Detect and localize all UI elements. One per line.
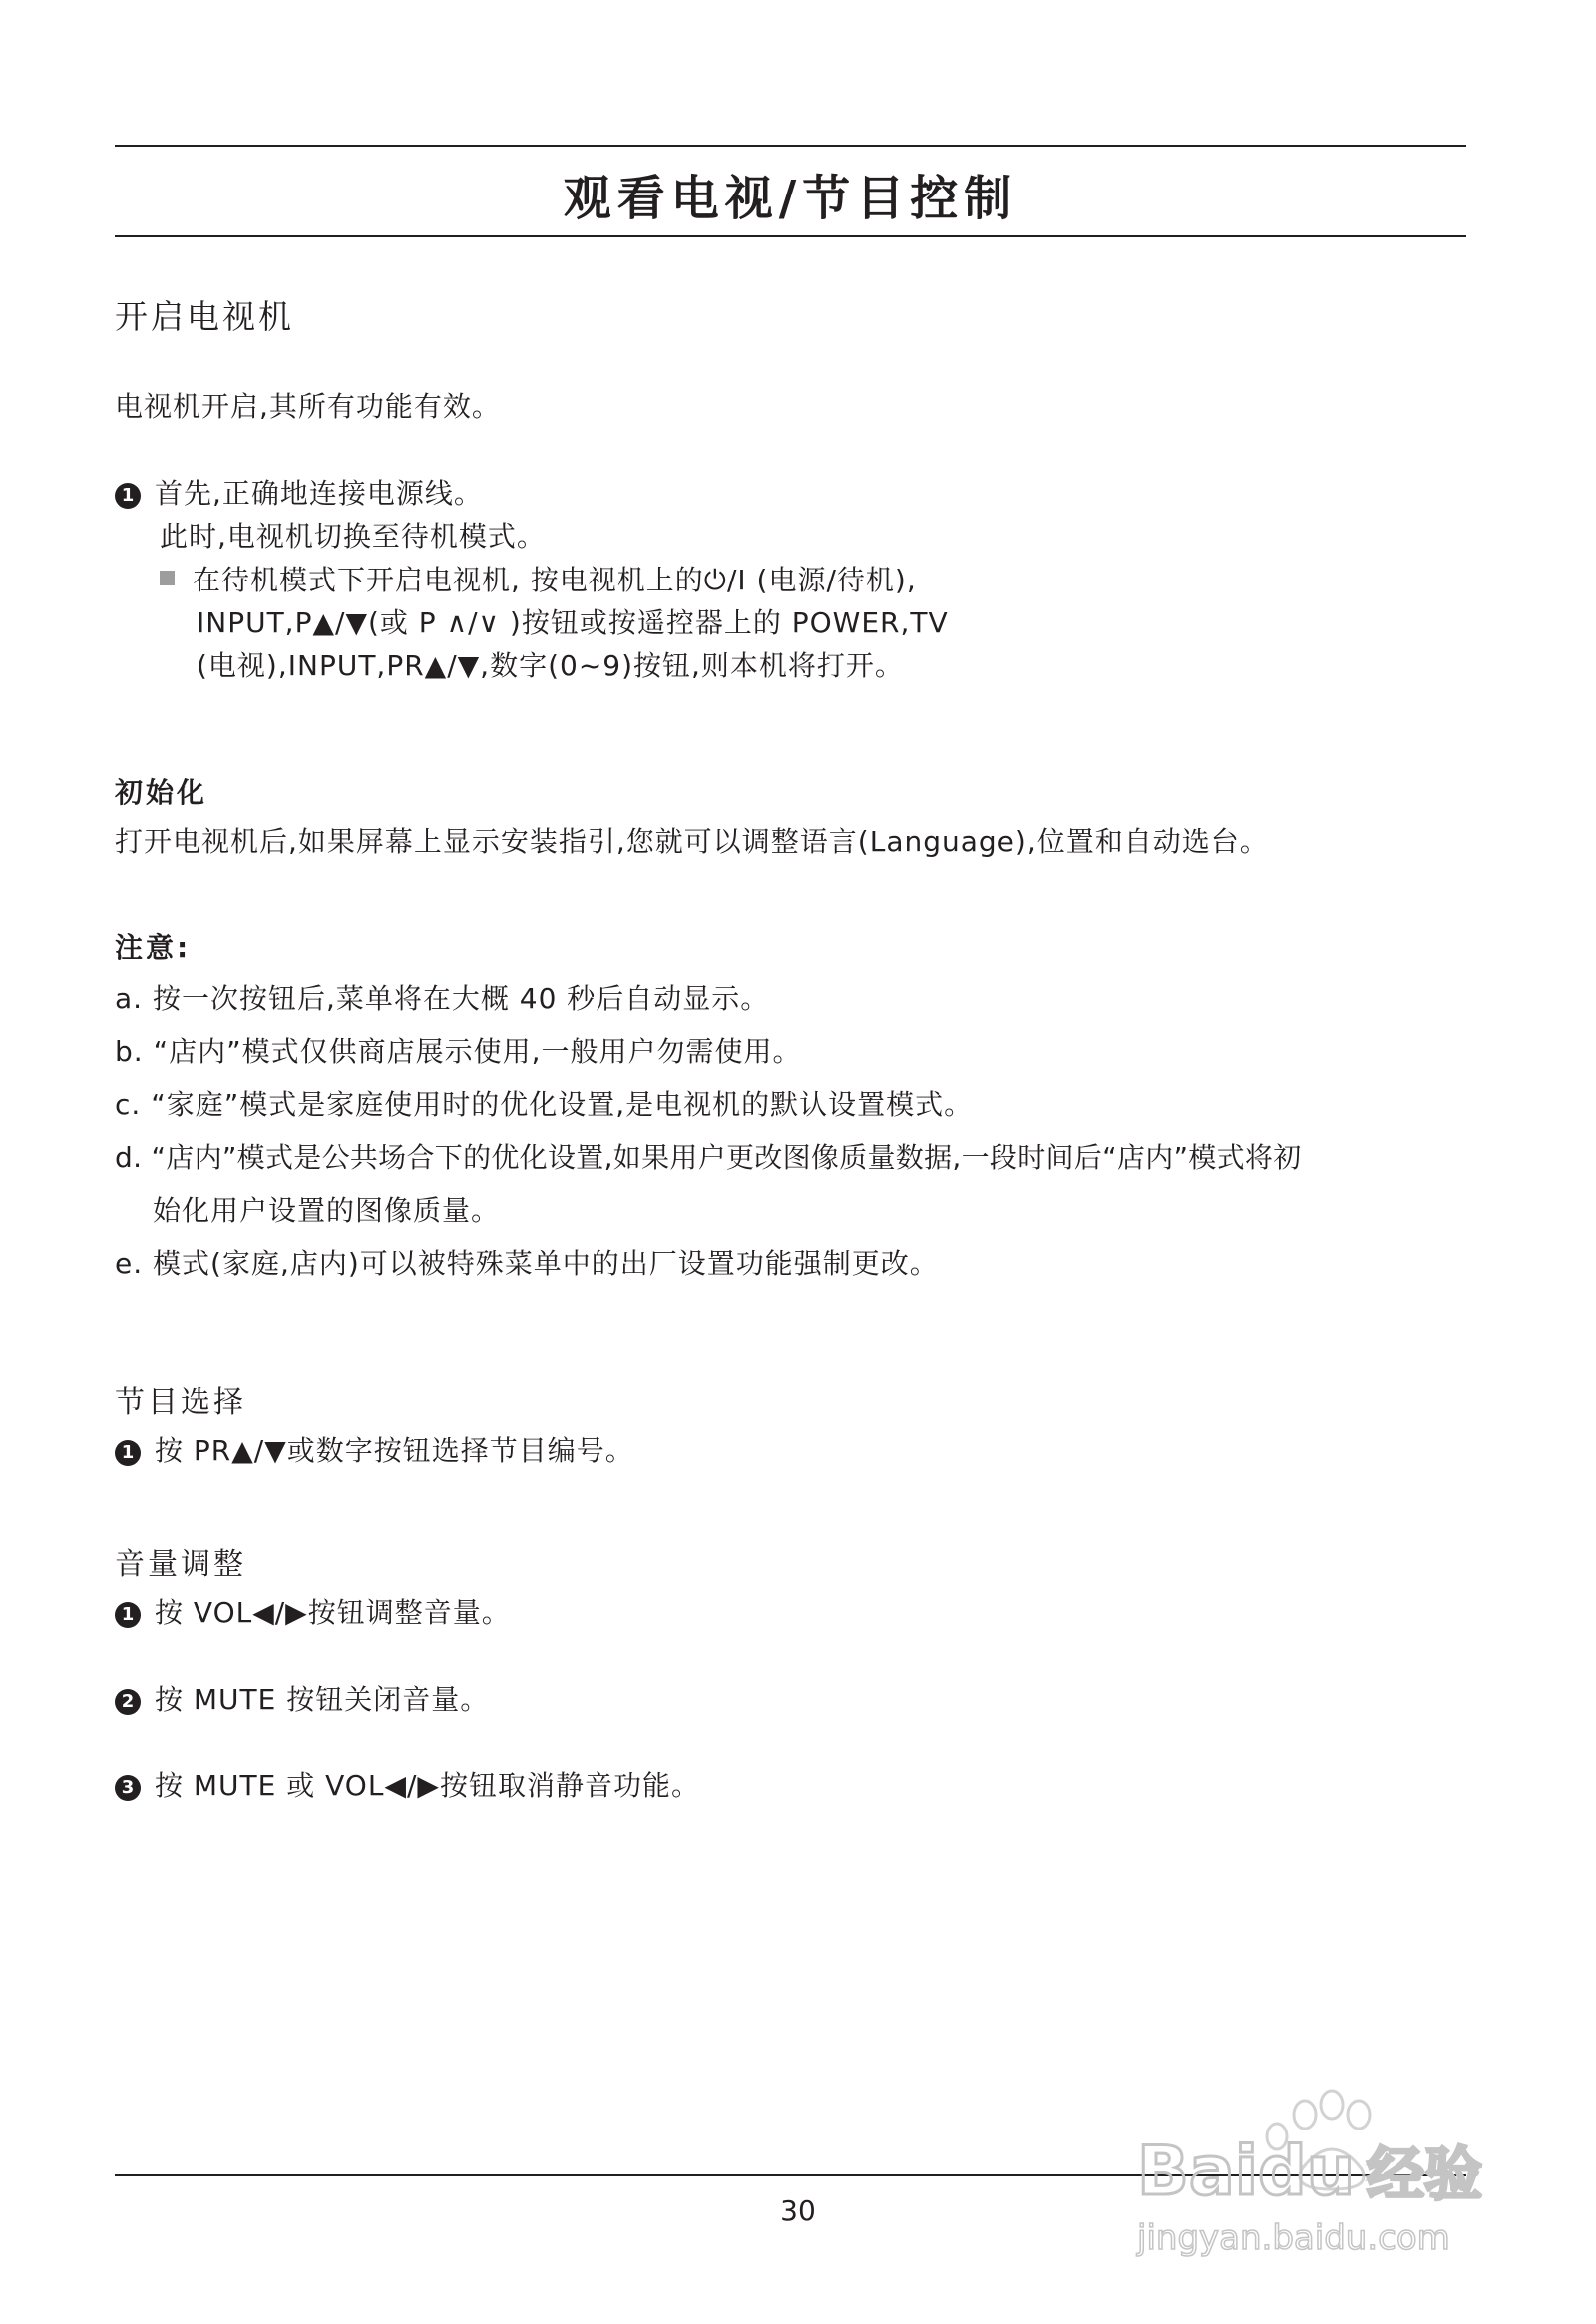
section-heading-power-on: 开启电视机 <box>115 297 294 336</box>
note-item-d: d. “店内”模式是公共场合下的优化设置,如果用户更改图像质量数据,一段时间后“店内”模式将初 <box>115 1141 1302 1174</box>
note-item-b: b. “店内”模式仅供商店展示使用,一般用户勿需使用。 <box>115 1035 802 1068</box>
step-number-icon: 1 <box>115 1440 141 1466</box>
standby-note-line-2: INPUT,P▲/▼(或 P ∧/∨ )按钮或按遥控器上的 POWER,TV <box>197 606 949 639</box>
title-top-rule <box>115 145 1466 147</box>
step-text: 按 MUTE 按钮关闭音量。 <box>155 1683 490 1716</box>
step-text: 按 MUTE 或 VOL◀/▶按钮取消静音功能。 <box>155 1769 700 1802</box>
watermark-url: jingyan.baidu.com <box>1137 2218 1450 2258</box>
section-heading-notes: 注意: <box>115 931 192 964</box>
note-item-c: c. “家庭”模式是家庭使用时的优化设置,是电视机的默认设置模式。 <box>115 1088 974 1121</box>
standby-note-line-1 <box>160 559 917 598</box>
program-step-1 <box>115 1429 634 1469</box>
standby-note-text: 在待机模式下开启电视机, 按电视机上的⏻/I (电源/待机), <box>193 564 917 596</box>
step-number-icon: 3 <box>115 1775 141 1801</box>
step-number-icon: 2 <box>115 1689 141 1715</box>
power-on-intro: 电视机开启,其所有功能有效。 <box>115 390 501 423</box>
power-on-step-1 <box>115 472 483 512</box>
volume-step-2 <box>115 1678 489 1718</box>
page-number: 30 <box>780 2194 816 2227</box>
watermark-brand-cn: 经验 <box>1367 2140 1483 2208</box>
page-title: 观看电视/节目控制 <box>563 171 1018 226</box>
step-text: 按 PR▲/▼或数字按钮选择节目编号。 <box>155 1434 634 1467</box>
section-heading-program: 节目选择 <box>115 1385 246 1420</box>
step-text: 首先,正确地连接电源线。 <box>155 477 483 510</box>
baidu-jingyan-watermark <box>1127 2075 1526 2264</box>
init-text: 打开电视机后,如果屏幕上显示安装指引,您就可以调整语言(Language),位置和自动选台。 <box>115 825 1269 858</box>
section-heading-init: 初始化 <box>115 776 208 809</box>
bullet-square-icon <box>160 571 175 585</box>
volume-step-1 <box>115 1591 511 1631</box>
step-text: 按 VOL◀/▶按钮调整音量。 <box>155 1596 511 1629</box>
watermark-brand: Baidu <box>1137 2132 1356 2211</box>
step-number-icon: 1 <box>115 483 141 509</box>
volume-step-3 <box>115 1764 700 1804</box>
section-heading-volume: 音量调整 <box>115 1547 246 1582</box>
step-number-icon: 1 <box>115 1602 141 1628</box>
note-item-d-continued: 始化用户设置的图像质量。 <box>153 1194 501 1227</box>
standby-note-line-3: (电视),INPUT,PR▲/▼,数字(0~9)按钮,则本机将打开。 <box>197 649 904 682</box>
note-item-e: e. 模式(家庭,店内)可以被特殊菜单中的出厂设置功能强制更改。 <box>115 1247 939 1280</box>
note-item-a: a. 按一次按钮后,菜单将在大概 40 秒后自动显示。 <box>115 982 770 1015</box>
power-on-step-1-line-2: 此时,电视机切换至待机模式。 <box>160 520 546 553</box>
title-bottom-rule <box>115 235 1466 237</box>
